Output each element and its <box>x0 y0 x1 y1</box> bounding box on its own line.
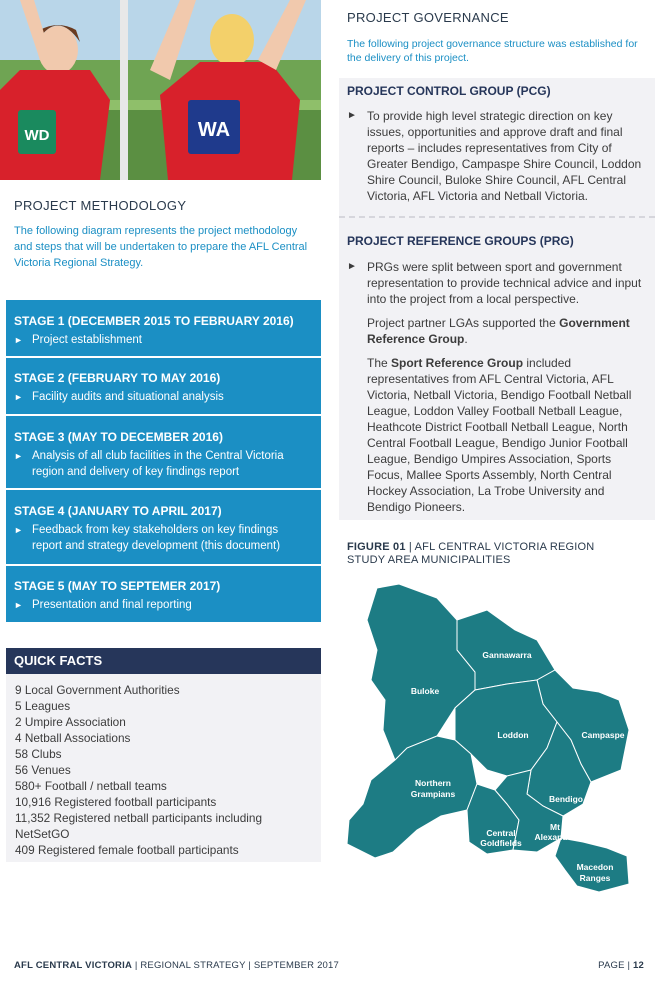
governance-box <box>339 78 655 520</box>
stage-4-box <box>6 490 321 564</box>
list-item: 56 Venues <box>15 763 71 777</box>
list-item: 9 Local Government Authorities <box>15 683 180 697</box>
stage-5-box <box>6 566 321 622</box>
map-label-bendigo: Bendigo <box>549 794 583 804</box>
footer-doc: REGIONAL STRATEGY <box>140 960 246 971</box>
map-label-mt-l1: Mt <box>550 822 560 832</box>
pcg-bullet <box>347 108 645 204</box>
stage-1-item <box>14 332 313 348</box>
stage-3-title: STAGE 3 (MAY TO DECEMBER 2016) <box>14 430 223 444</box>
arrow-icon: ► <box>14 451 23 461</box>
governance-section <box>347 10 647 65</box>
arrow-icon: ► <box>14 392 23 402</box>
governance-intro: The following project governance structure was established for the delivery of this project. <box>347 38 638 64</box>
methodology-intro: The following diagram represents the project methodology and steps that will be undertaken to prepare the AFL Central Victoria Regional Strategy. <box>14 225 308 269</box>
footer-sep-2: | <box>245 960 254 971</box>
page-label: PAGE <box>598 960 625 971</box>
sport-ref-paragraph <box>347 355 645 515</box>
gov-ref-paragraph <box>347 315 645 347</box>
footer-sep: | <box>132 960 141 971</box>
methodology-title: PROJECT METHODOLOGY <box>14 198 187 213</box>
figure-sep: | <box>405 541 415 553</box>
stage-3-item <box>14 448 313 480</box>
map-label-central-l1: Central <box>486 828 516 838</box>
stage-2-item <box>14 389 313 405</box>
figure-caption-line2: STUDY AREA MUNICIPALITIES <box>347 554 511 566</box>
stage-2-box <box>6 358 321 414</box>
footer <box>14 960 339 971</box>
prg-bullet <box>347 259 645 307</box>
arrow-icon: ► <box>14 525 23 535</box>
list-item: NetSetGO <box>15 827 70 841</box>
arrow-icon: ► <box>347 110 357 121</box>
map-label-campaspe: Campaspe <box>581 730 625 740</box>
list-item: 580+ Football / netball teams <box>15 779 167 793</box>
stage-4-item-line1: Feedback from key stakeholders on key findings <box>32 524 279 536</box>
prg-text: PRGs were split between sport and government representation to provide technical advice and input into the project from a local perspective. <box>367 260 642 306</box>
bib-left-text: WD <box>24 127 50 144</box>
map-label-northern-l1: Northern <box>415 778 451 788</box>
map-label-northern-l2: Grampians <box>410 789 456 799</box>
footer-date: SEPTEMBER 2017 <box>253 960 340 971</box>
list-item: 11,352 Registered netball participants including <box>15 811 263 825</box>
stage-2-title: STAGE 2 (FEBRUARY TO MAY 2016) <box>14 371 221 385</box>
quick-facts-title: QUICK FACTS <box>6 648 321 674</box>
footer-org: AFL CENTRAL VICTORIA <box>14 960 133 971</box>
map-label-macedon-l2: Ranges <box>579 873 611 883</box>
stage-4-item-line2: report and strategy development (this document) <box>32 540 281 552</box>
stage-5-item-text: Presentation and final reporting <box>32 599 192 611</box>
map-label-macedon-l1: Macedon <box>576 862 614 872</box>
governance-title: PROJECT GOVERNANCE <box>347 10 509 25</box>
figure-caption-line1: AFL CENTRAL VICTORIA REGION <box>414 541 595 553</box>
arrow-icon: ► <box>347 261 357 272</box>
sport-ref-bold: Sport Reference Group <box>391 356 524 370</box>
list-item: 10,916 Registered football participants <box>15 795 217 809</box>
list-item: 5 Leagues <box>15 699 71 713</box>
sport-ref-prefix: The <box>367 356 392 370</box>
pcg-text: To provide high level strategic direction on key issues, opportunities and approve draft and final reports – includes representatives from City of Greater Bendigo, Campaspe Shire Council, Loddon Shire Council, Buloke Shire Council, AFL Central Victoria, AFL Victoria and Netball Victoria. <box>367 109 642 203</box>
map-label-gannawarra: Gannawarra <box>482 650 532 660</box>
page-number: PAGE | 12 <box>598 960 644 971</box>
list-item: 409 Registered female football participants <box>15 843 239 857</box>
stage-3-box <box>6 416 321 488</box>
figure-label: FIGURE 01 <box>347 541 406 553</box>
stage-2-item-text: Facility audits and situational analysis <box>32 391 224 403</box>
gov-ref-suffix: . <box>464 332 468 346</box>
netball-photo-illustration <box>0 0 321 180</box>
stage-3-item-line2: region and delivery of key findings report <box>32 466 240 478</box>
page-num: 12 <box>633 960 644 971</box>
arrow-icon: ► <box>14 600 23 610</box>
map-label-central-l2: Goldfields <box>480 838 522 848</box>
figure-caption <box>347 541 637 567</box>
stage-3-item-line1: Analysis of all club facilities in the Central Victoria <box>32 450 284 462</box>
arrow-icon: ► <box>14 335 23 345</box>
gov-ref-prefix: Project partner LGAs supported the <box>367 316 560 330</box>
netball-photo <box>0 0 321 180</box>
region-map <box>337 580 637 900</box>
bib-right-text: WA <box>197 119 231 141</box>
map-label-buloke: Buloke <box>410 686 440 696</box>
pcg-title: PROJECT CONTROL GROUP (PCG) <box>347 84 551 98</box>
map-label-mt-l2: Alexander <box>534 832 576 842</box>
stage-5-item <box>14 597 313 613</box>
list-item: 58 Clubs <box>15 747 62 761</box>
stage-4-item <box>14 522 313 554</box>
stage-4-title: STAGE 4 (JANUARY TO APRIL 2017) <box>14 504 222 518</box>
stage-1-item-text: Project establishment <box>32 334 142 346</box>
map-label-loddon: Loddon <box>497 730 529 740</box>
list-item: 2 Umpire Association <box>15 715 126 729</box>
list-item: 4 Netball Associations <box>15 731 131 745</box>
methodology-section <box>14 198 314 271</box>
quick-facts-list <box>6 674 321 862</box>
gov-ref-bold: Government Reference Group <box>367 316 630 346</box>
region-map-svg <box>337 580 637 900</box>
stage-1-title: STAGE 1 (DECEMBER 2015 TO FEBRUARY 2016) <box>14 314 294 328</box>
divider <box>339 216 655 218</box>
prg-title: PROJECT REFERENCE GROUPS (PRG) <box>347 234 574 248</box>
sport-ref-suffix: included representatives from AFL Central Victoria, AFL Victoria, Netball Victoria, Bendigo Football Netball League, Loddon Valley Football Netball League, Heathcote District Football Netball League, North Central Football League, Bendigo Junior Football League, Bendigo Umpires Association, Sports Focus, Mallee Sports Assembly, North Central Hockey Association, La Trobe University and Bendigo Pioneers. <box>367 356 632 514</box>
stage-5-title: STAGE 5 (MAY TO SEPTEMER 2017) <box>14 579 221 593</box>
stage-1-box <box>6 300 321 356</box>
